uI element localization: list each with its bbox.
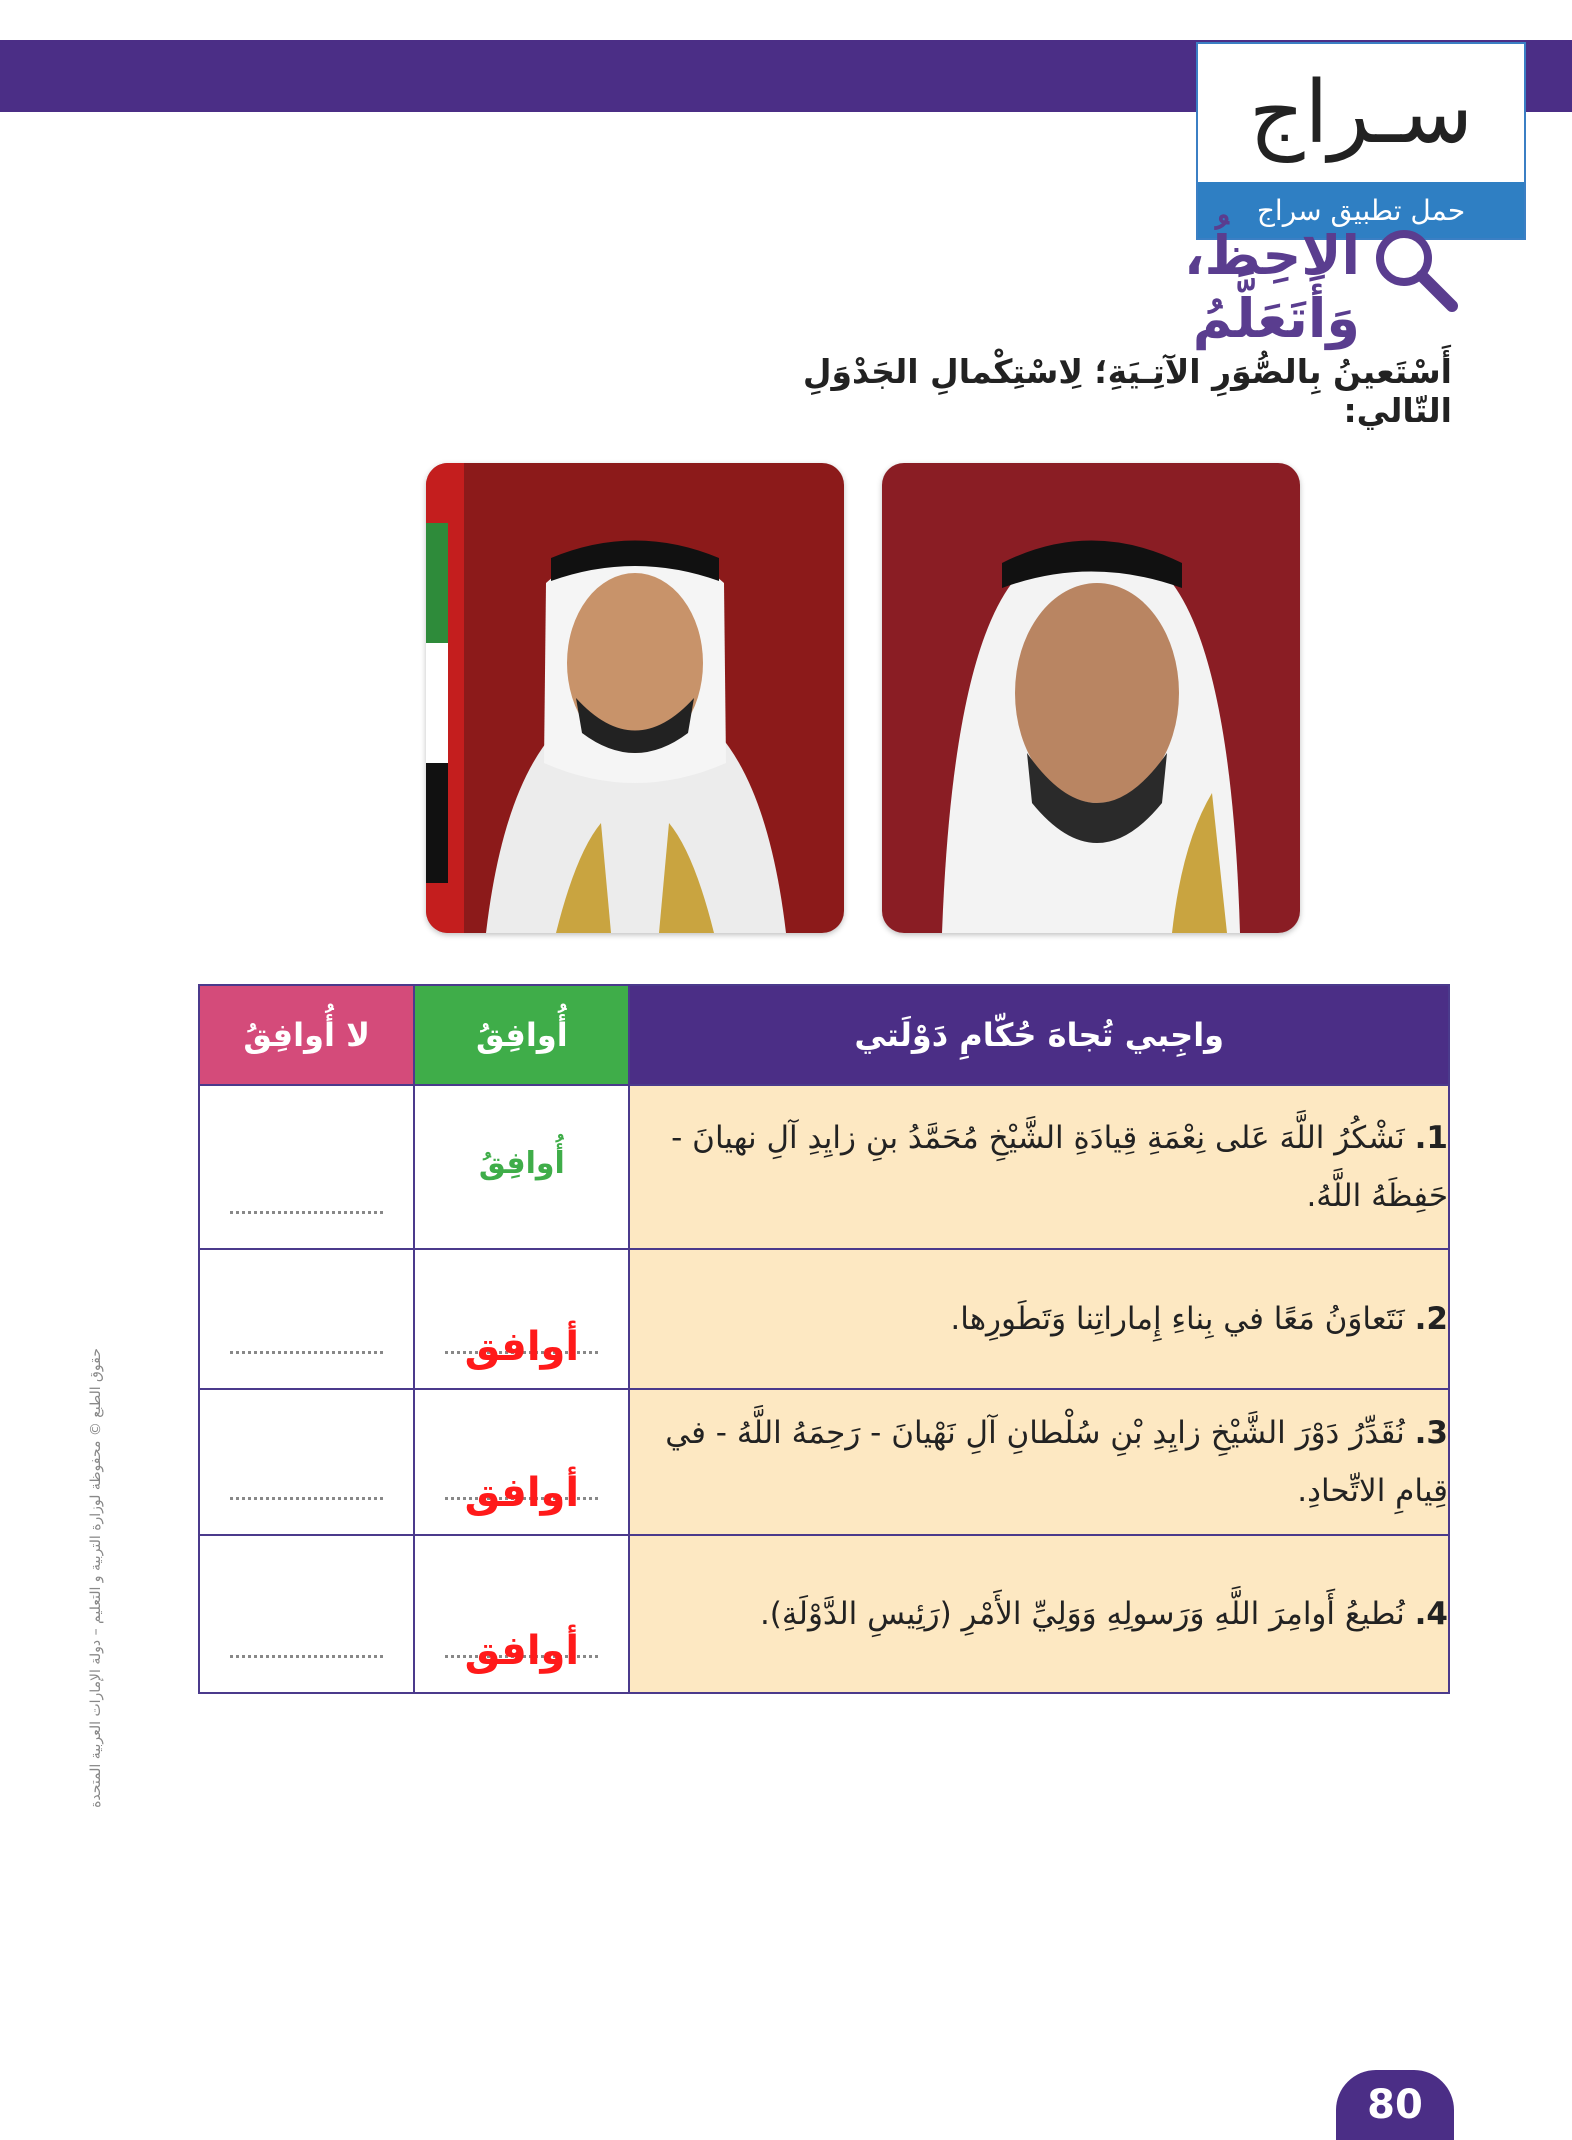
header-disagree: لا أُوافِقُ [199,985,414,1085]
header-agree: أُوافِقُ [414,985,629,1085]
instruction-text: أَسْتَعينُ بِالصُّوَرِ الآتِـيَةِ؛ لِاسْتِكْمالِ الجَدْوَلِ التّالي: [802,352,1452,430]
table-header-row [199,985,1449,1085]
duty-cell [629,1249,1449,1389]
copyright-note [66,1348,106,1820]
table-row [199,1535,1449,1693]
row-number: 3. [1414,1415,1448,1451]
table-row [199,1249,1449,1389]
blank-dotted-line [230,1655,383,1658]
duty-cell [629,1535,1449,1693]
disagree-cell[interactable] [199,1389,414,1535]
portrait-photo-zayed-bin-sultan [882,463,1300,933]
duty-text: نُقَدِّرُ دَوْرَ الشَّيْخِ زايِدِ بْنِ سُلْطانِ آلِ نَهْيانَ - رَحِمَهُ اللَّهُ - في قِيامِ الاتِّحادِ. [665,1415,1448,1509]
handwritten-answer: أوافق [464,1628,580,1674]
agree-cell[interactable] [414,1535,629,1693]
agree-answer: أُوافِقُ [478,1145,565,1181]
blank-dotted-line [230,1211,383,1214]
handwritten-answer: أوافق [464,1324,580,1370]
row-number: 4. [1414,1596,1448,1632]
section-heading: الاحِظُ، وَأَتَعَلَّمُ [1184,224,1360,350]
blank-dotted-line [230,1351,383,1354]
agree-cell[interactable] [414,1249,629,1389]
header-duty: واجِبي تُجاهَ حُكّامِ دَوْلَتي [629,985,1449,1085]
logo-name: سـراج [1248,63,1474,163]
duty-text: نَشْكُرُ اللَّهَ عَلى نِعْمَةِ قِيادَةِ الشَّيْخِ مُحَمَّدُ بنِ زايِدِ آلِ نهيانَ - حَفِظَهُ اللَّهُ. [671,1120,1448,1214]
siraj-logo [1196,42,1526,240]
row-number: 2. [1414,1301,1448,1337]
disagree-cell[interactable] [199,1535,414,1693]
blank-dotted-line [230,1497,383,1500]
duty-text: نَتَعاوَنُ مَعًا في بِناءِ إِماراتِنا وَتَطَورِها. [950,1301,1405,1337]
duty-text: نُطيعُ أَوامِرَ اللَّهِ وَرَسولِهِ وَوَلِيِّ الأَمْرِ (رَئِيسِ الدَّوْلَةِ). [759,1596,1405,1632]
copyright-text: حقوق الطبع © محفوظة لوزارة التربية و التعليم – دولة الإمارات العربية المتحدة [88,1348,104,1808]
magnifier-icon [1368,222,1460,314]
logo-tagline: حمل تطبيق سراج [1198,182,1524,238]
portrait-photo-mohamed-bin-zayed [426,463,844,933]
duty-cell [629,1085,1449,1249]
duties-table [198,984,1450,1694]
table-row [199,1085,1449,1249]
disagree-cell[interactable] [199,1249,414,1389]
row-number: 1. [1414,1120,1448,1156]
table-row [199,1389,1449,1535]
agree-cell[interactable] [414,1389,629,1535]
duty-cell [629,1389,1449,1535]
disagree-cell[interactable] [199,1085,414,1249]
handwritten-answer: أوافق [464,1470,580,1516]
page-number: 80 [1336,2070,1454,2140]
agree-cell[interactable] [414,1085,629,1249]
